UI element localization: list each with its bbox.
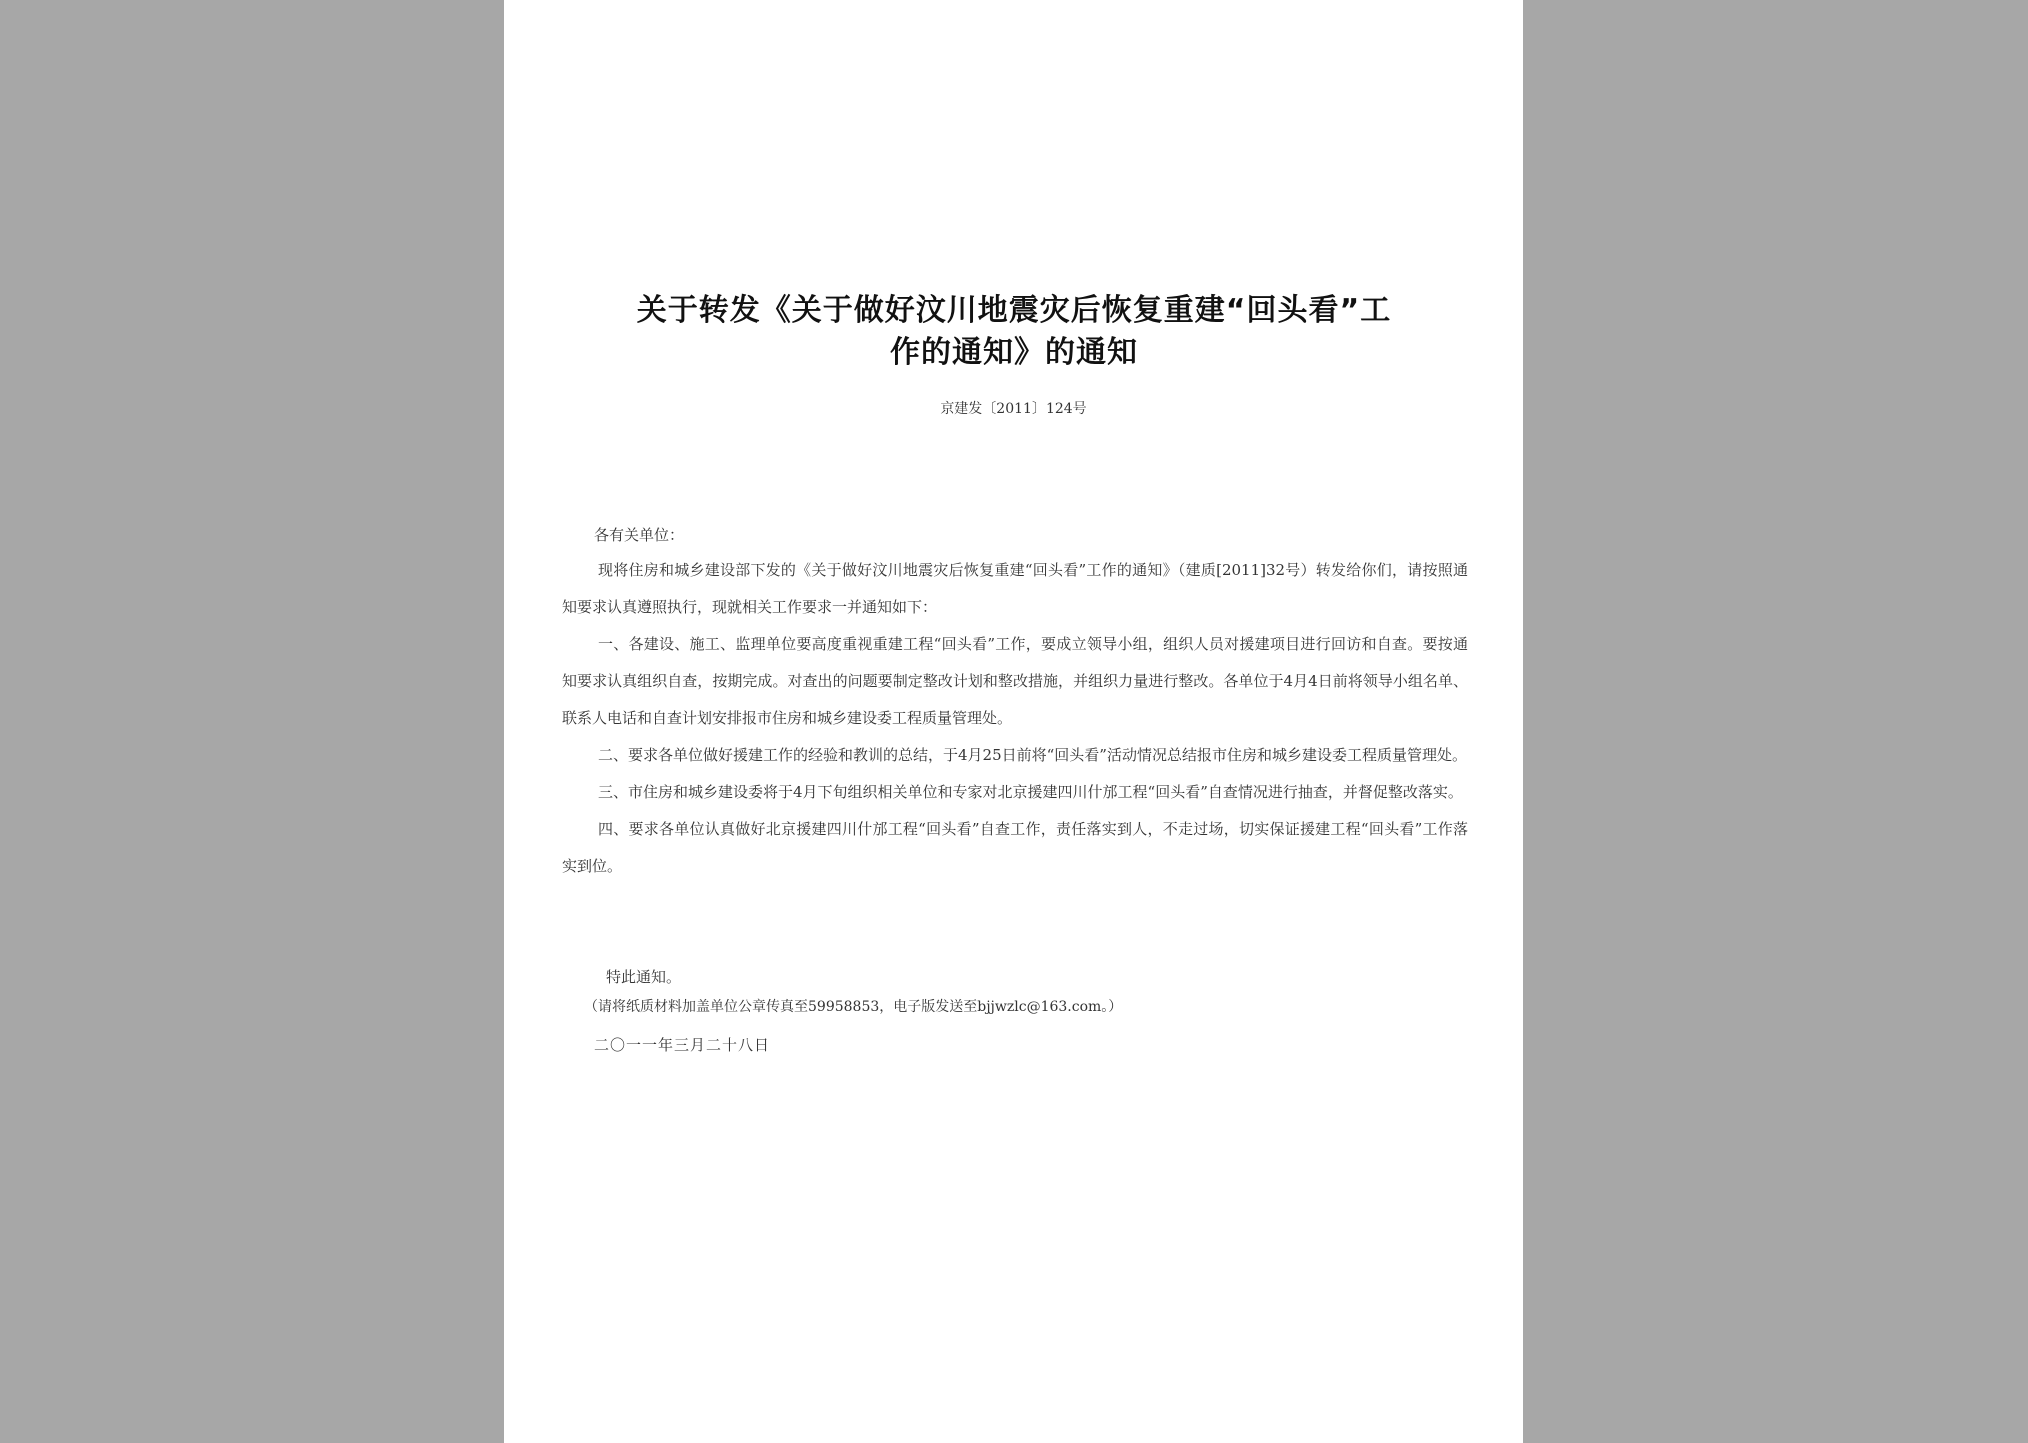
closing-line: 特此通知。 (606, 968, 682, 986)
paragraph-item-1: 一、各建设、施工、监理单位要高度重视重建工程“回头看”工作，要成立领导小组，组织人员对援建项目进行回访和自查。要按通知要求认真组织自查，按期完成。对查出的问题要制定整改计划和整改措施，并组织力量进行整改。各单位于4月4日前将领导小组名单、联系人电话和自查计划安排报市住房和城乡建设委工程质量管理处。 (562, 635, 1468, 727)
salutation: 各有关单位： (594, 526, 685, 544)
submission-note: （请将纸质材料加盖单位公章传真至59958853，电子版发送至bjjwzlc@163.com。） (584, 999, 1123, 1015)
issue-date: 二〇一一年三月二十八日 (594, 1036, 771, 1054)
title-line-1: 关于转发《关于做好汶川地震灾后恢复重建“回头看”工 (636, 293, 1392, 328)
paragraph-item-2: 二、要求各单位做好援建工作的经验和教训的总结，于4月25日前将“回头看”活动情况总结报市住房和城乡建设委工程质量管理处。 (598, 746, 1467, 764)
paragraph-intro: 现将住房和城乡建设部下发的《关于做好汶川地震灾后恢复重建“回头看”工作的通知》（建质[2011]32号）转发给你们，请按照通知要求认真遵照执行，现就相关工作要求一并通知如下： (562, 561, 1468, 616)
title-line-2: 作的通知》的通知 (890, 335, 1138, 370)
document-title (544, 290, 1484, 374)
paragraph-item-4: 四、要求各单位认真做好北京援建四川什邡工程“回头看”自查工作，责任落实到人，不走过场，切实保证援建工程“回头看”工作落实到位。 (562, 820, 1468, 875)
paragraph-item-3: 三、市住房和城乡建设委将于4月下旬组织相关单位和专家对北京援建四川什邡工程“回头看”自查情况进行抽查，并督促整改落实。 (598, 783, 1463, 801)
document-page (504, 0, 1523, 1443)
document-number: 京建发〔2011〕124号 (940, 401, 1087, 417)
body-text (562, 552, 1468, 885)
